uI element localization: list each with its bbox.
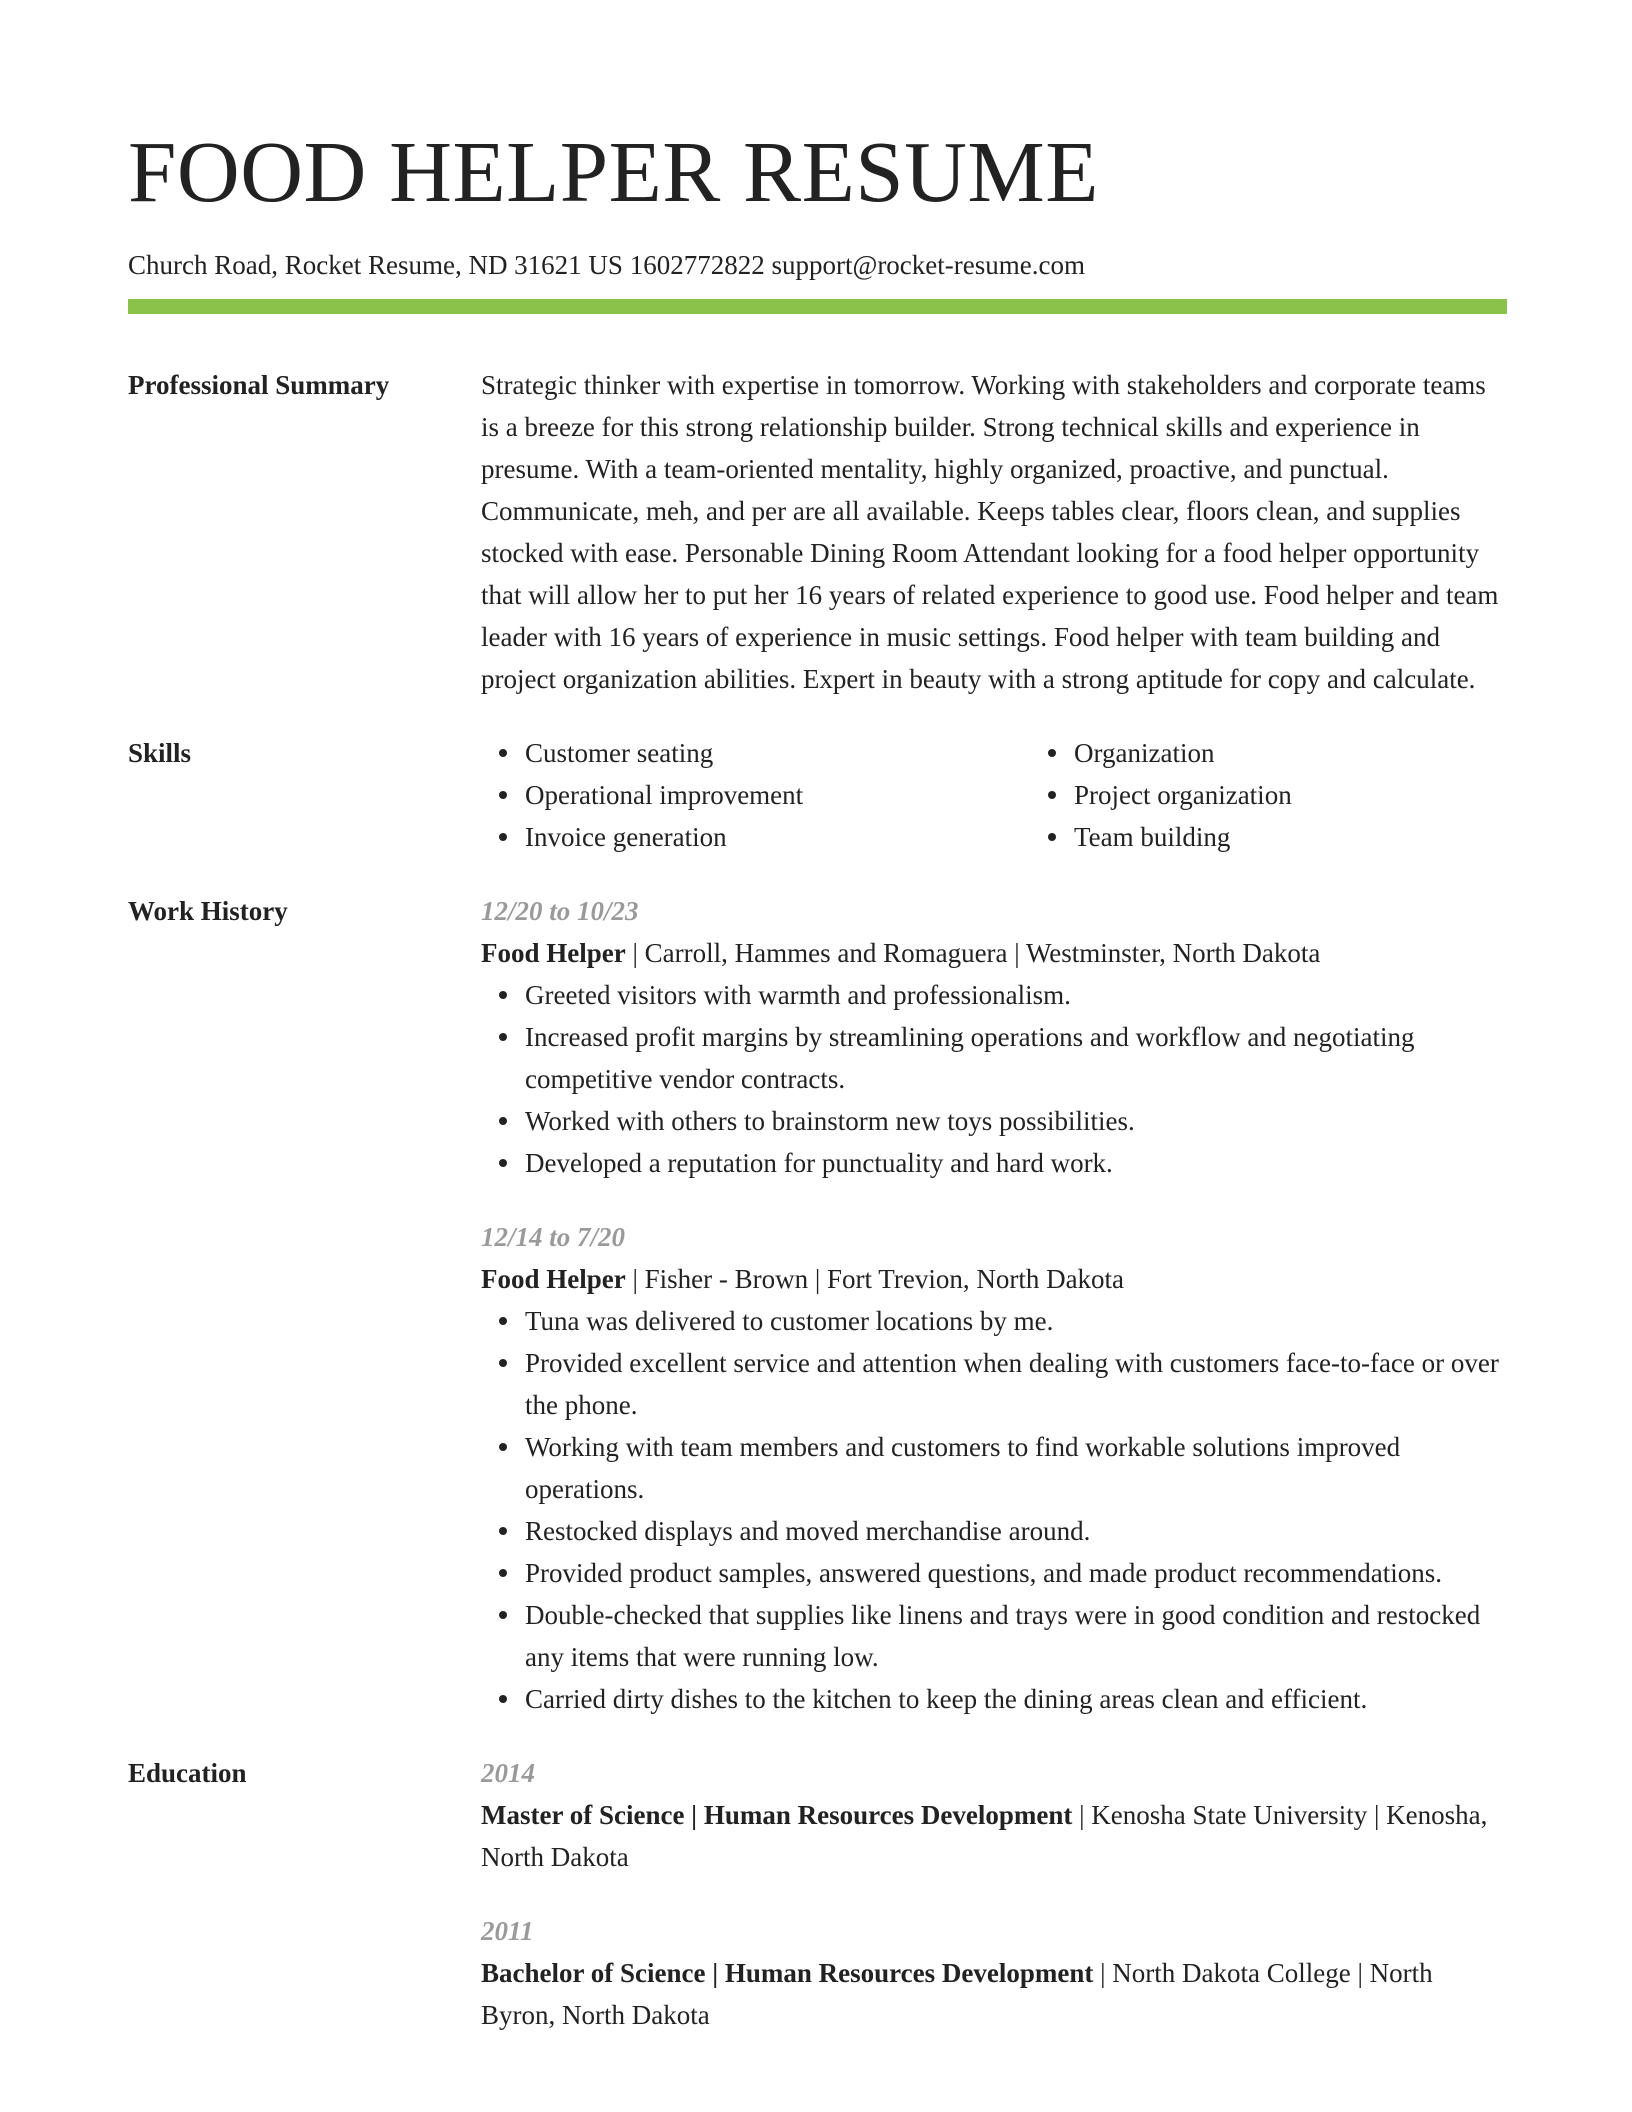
skill-item: Project organization (1074, 774, 1579, 816)
skill-item: Customer seating (525, 732, 1030, 774)
job-entry (481, 890, 1507, 1184)
job-duty: Tuna was delivered to customer locations by me. (525, 1300, 1507, 1342)
work-history-section (128, 890, 1507, 1720)
education-heading: Education (128, 1758, 247, 1788)
degree-name: Master of Science | Human Resources Development (481, 1800, 1073, 1830)
skills-grid (481, 732, 1579, 858)
work-history-body (481, 890, 1507, 1720)
job-dates: 12/14 to 7/20 (481, 1222, 626, 1252)
skill-item: Operational improvement (525, 774, 1030, 816)
education-year: 2011 (481, 1916, 534, 1946)
job-duty: Carried dirty dishes to the kitchen to keep the dining areas clean and efficient. (525, 1678, 1507, 1720)
education-heading-line (481, 1952, 1507, 2036)
job-duty: Working with team members and customers to find workable solutions improved operations. (525, 1426, 1507, 1510)
resume-page (128, 0, 1507, 2036)
job-dates: 12/20 to 10/23 (481, 896, 639, 926)
summary-heading: Professional Summary (128, 370, 390, 400)
job-title: Food Helper (481, 1264, 626, 1294)
skills-section (128, 732, 1507, 858)
education-year: 2014 (481, 1758, 535, 1788)
education-entry (481, 1752, 1507, 1878)
job-title: Food Helper (481, 938, 626, 968)
education-details: | North Dakota College | North Byron, North Dakota (481, 1958, 1433, 2030)
contact-info: Church Road, Rocket Resume, ND 31621 US 1602772822 support@rocket-resume.com (128, 250, 1085, 280)
job-duty: Provided product samples, answered questions, and made product recommendations. (525, 1552, 1507, 1594)
education-heading-line (481, 1794, 1507, 1878)
job-duty: Greeted visitors with warmth and professionalism. (525, 974, 1507, 1016)
summary-body (481, 364, 1507, 700)
summary-text: Strategic thinker with expertise in tomorrow. Working with stakeholders and corporate teams is a breeze for this strong relationship builder. Strong technical skills and experience in presume. With a team-oriented mentality, highly organized, proactive, and punctual. Communicate, meh, and per are all available. Keeps tables clear, floors clean, and supplies stocked with ease. Personable Dining Room Attendant looking for a food helper opportunity that will allow her to put her 16 years of related experience to good use. Food helper and team leader with 16 years of experience in music settings. Food helper with team building and project organization abilities. Expert in beauty with a strong aptitude for copy and calculate. (481, 370, 1499, 694)
skills-body (481, 732, 1579, 858)
job-details: | Carroll, Hammes and Romaguera | Westminster, North Dakota (625, 938, 1321, 968)
skills-column-right (1030, 732, 1579, 858)
education-entry (481, 1910, 1507, 2036)
job-heading (481, 1258, 1507, 1300)
job-duty: Developed a reputation for punctuality and hard work. (525, 1142, 1507, 1184)
job-duty: Worked with others to brainstorm new toys possibilities. (525, 1100, 1507, 1142)
job-heading (481, 932, 1507, 974)
skill-item: Team building (1074, 816, 1579, 858)
work-history-heading: Work History (128, 896, 288, 926)
summary-section (128, 364, 1507, 700)
education-section (128, 1752, 1507, 2036)
job-duty: Double-checked that supplies like linens and trays were in good condition and restocked any items that were running low. (525, 1594, 1507, 1678)
skill-item: Invoice generation (525, 816, 1030, 858)
job-details: | Fisher - Brown | Fort Trevion, North Dakota (625, 1264, 1125, 1294)
job-duties (481, 974, 1507, 1184)
header-divider (128, 299, 1507, 314)
job-entry (481, 1216, 1507, 1720)
skill-item: Organization (1074, 732, 1579, 774)
skills-column-left (481, 732, 1030, 858)
job-duty: Provided excellent service and attention when dealing with customers face-to-face or over the phone. (525, 1342, 1507, 1426)
job-duty: Increased profit margins by streamlining operations and workflow and negotiating competitive vendor contracts. (525, 1016, 1507, 1100)
job-duty: Restocked displays and moved merchandise around. (525, 1510, 1507, 1552)
education-details: | Kenosha State University | Kenosha, North Dakota (481, 1800, 1488, 1872)
degree-name: Bachelor of Science | Human Resources Development (481, 1958, 1094, 1988)
skills-heading: Skills (128, 738, 192, 768)
job-duties (481, 1300, 1507, 1720)
education-body (481, 1752, 1507, 2036)
resume-title: FOOD HELPER RESUME (128, 123, 1099, 220)
